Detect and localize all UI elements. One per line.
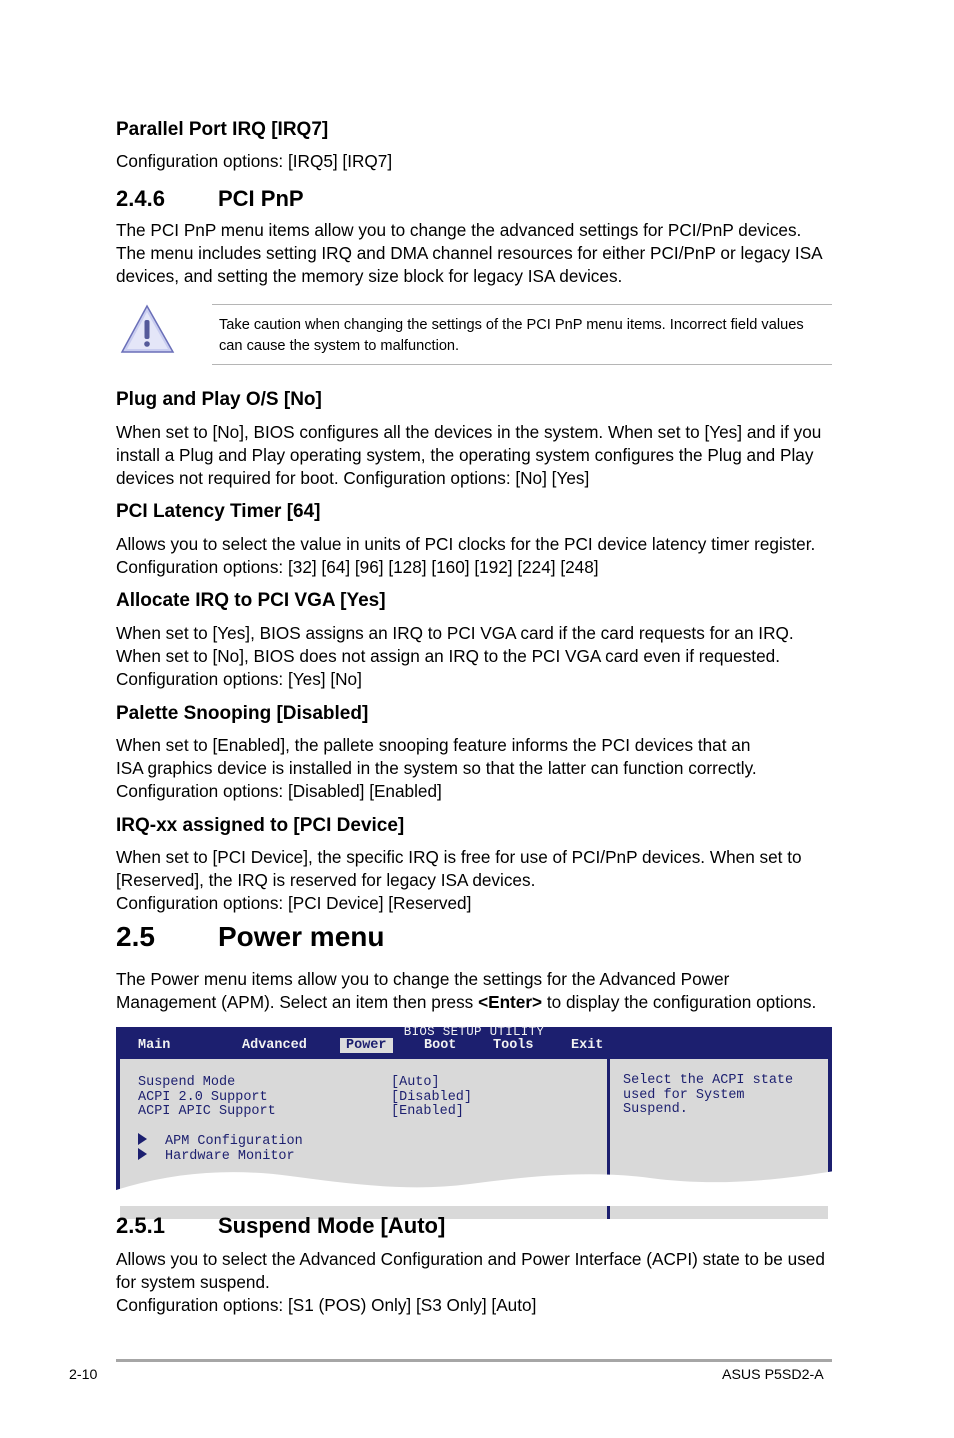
- bios-tab-exit[interactable]: Exit: [571, 1038, 604, 1053]
- bios-item-acpi-20[interactable]: ACPI 2.0 Support: [138, 1090, 268, 1105]
- bios-submenu-hardware-monitor[interactable]: Hardware Monitor: [138, 1148, 295, 1164]
- bios-value-acpi-20[interactable]: [Disabled]: [391, 1090, 473, 1105]
- caution-text: Take caution when changing the settings of the PCI PnP menu items. Incorrect field values can cause the system to malfunction.: [219, 317, 804, 354]
- section-title: PCI PnP: [218, 186, 304, 211]
- power-menu-heading: [116, 921, 384, 953]
- section-title: Suspend Mode [Auto]: [218, 1213, 446, 1238]
- footer-rule: [116, 1359, 832, 1362]
- pci-pnp-heading: [116, 186, 304, 212]
- bios-value-acpi-apic[interactable]: [Enabled]: [391, 1104, 464, 1119]
- palette-snooping-heading: Palette Snooping [Disabled]: [116, 703, 369, 724]
- bios-submenu-apm[interactable]: APM Configuration: [138, 1133, 303, 1149]
- bios-help-line-3: Suspend.: [623, 1102, 688, 1117]
- product-name: ASUS P5SD2-A: [722, 1367, 824, 1383]
- allocate-irq-heading: Allocate IRQ to PCI VGA [Yes]: [116, 590, 386, 611]
- suspend-mode-heading: [116, 1213, 445, 1239]
- suspend-mode-body: Allows you to select the Advanced Configuration and Power Interface (ACPI) state to be used for system suspend. Configuration options: [S1 (POS) Only] [S3 Only] [Auto]: [116, 1249, 825, 1315]
- bios-tab-power[interactable]: Power: [340, 1038, 393, 1053]
- caution-top-rule: [212, 304, 832, 305]
- submenu-arrow-icon: [138, 1148, 147, 1160]
- pci-latency-timer-body: Allows you to select the value in units of PCI clocks for the PCI device latency timer register. Configuration options: [32] [64] [96] [128] [160] [192] [224] [248]: [116, 534, 816, 577]
- plug-and-play-body: When set to [No], BIOS configures all the devices in the system. When set to [Yes] and if you install a Plug and Play operating system, the operating system configures the Plug and Play devices not required for boot. Configuration options: [No] [Yes]: [116, 422, 822, 488]
- plug-and-play-heading: Plug and Play O/S [No]: [116, 389, 322, 410]
- bios-item-suspend-mode[interactable]: Suspend Mode: [138, 1075, 236, 1090]
- caution-icon: [120, 303, 176, 355]
- section-number: 2.5.1: [116, 1213, 165, 1238]
- power-menu-intro: The Power menu items allow you to change the settings for the Advanced Power Management (APM). Select an item then press <Enter> to display the configuration options.: [116, 969, 817, 1012]
- bios-value-suspend-mode[interactable]: [Auto]: [391, 1075, 440, 1090]
- palette-snooping-body: When set to [Enabled], the pallete snooping feature informs the PCI devices that an ISA graphics device is installed in the system so that the latter can function correctly. Configuration options: [Disabled] [Enabled]: [116, 735, 757, 801]
- allocate-irq-body: When set to [Yes], BIOS assigns an IRQ to PCI VGA card if the card requests for an IRQ. When set to [No], BIOS does not assign an IRQ to the PCI VGA card even if requested. Configuration options: [Yes] [No]: [116, 623, 794, 689]
- bios-tab-tools[interactable]: Tools: [493, 1038, 534, 1053]
- parallel-port-irq-heading: Parallel Port IRQ [IRQ7]: [116, 119, 329, 140]
- pci-pnp-intro: The PCI PnP menu items allow you to change the advanced settings for PCI/PnP devices. The menu includes setting IRQ and DMA channel resources for either PCI/PnP or legacy ISA devices, and setting the memory size block for legacy ISA devices.: [116, 220, 823, 286]
- page-number: 2-10: [69, 1367, 98, 1383]
- bios-title: BIOS SETUP UTILITY: [403, 1025, 545, 1039]
- bios-tab-main[interactable]: Main: [138, 1038, 171, 1053]
- bios-item-acpi-apic[interactable]: ACPI APIC Support: [138, 1104, 276, 1119]
- parallel-port-irq-config: Configuration options: [IRQ5] [IRQ7]: [116, 151, 393, 171]
- bios-help-line-2: used for System: [623, 1087, 745, 1103]
- section-number: 2.4.6: [116, 186, 165, 211]
- pci-latency-timer-heading: PCI Latency Timer [64]: [116, 501, 321, 522]
- section-title: Power menu: [218, 921, 385, 952]
- bios-tab-advanced[interactable]: Advanced: [242, 1038, 307, 1053]
- bios-tab-boot[interactable]: Boot: [424, 1038, 457, 1053]
- caution-bottom-rule: [212, 364, 832, 365]
- bios-menu-bar: [116, 1027, 832, 1055]
- torn-edge: [110, 1166, 840, 1206]
- bios-help-line-1: Select the ACPI state: [623, 1073, 794, 1088]
- enter-key: <Enter>: [478, 992, 543, 1012]
- submenu-arrow-icon: [138, 1133, 147, 1145]
- section-number: 2.5: [116, 921, 155, 952]
- irq-assigned-heading: IRQ-xx assigned to [PCI Device]: [116, 815, 405, 836]
- irq-assigned-body: When set to [PCI Device], the specific IRQ is free for use of PCI/PnP devices. When set to [Reserved], the IRQ is reserved for legacy ISA devices. Configuration options: [PCI Device] [Reserved]: [116, 847, 802, 913]
